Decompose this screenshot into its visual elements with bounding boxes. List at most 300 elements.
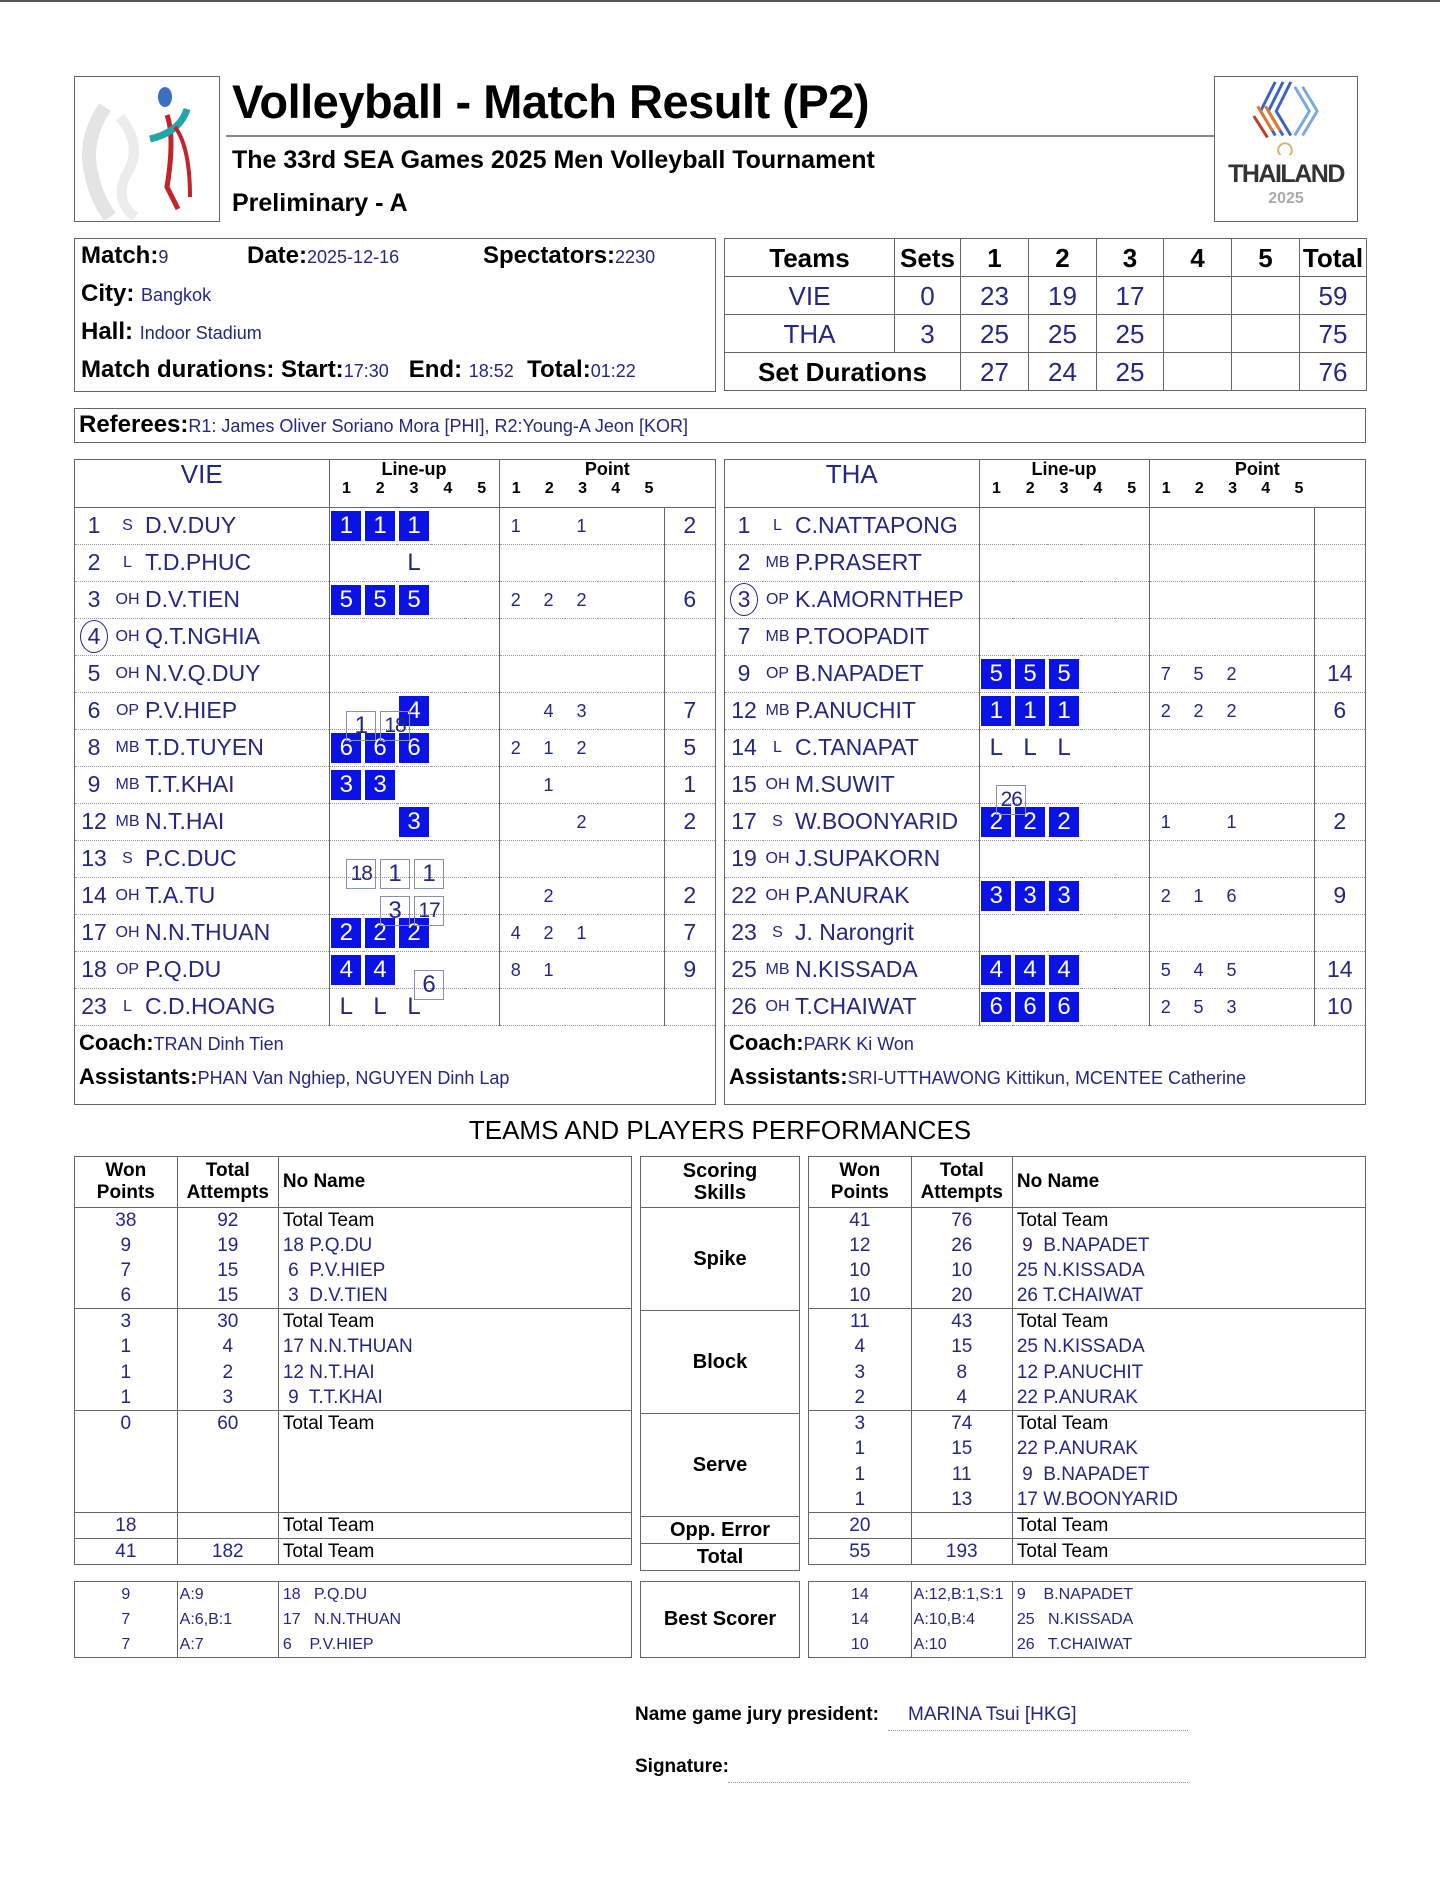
skill-total: Total (640, 1543, 800, 1571)
lineup-cell (329, 988, 363, 1025)
lineup-cell (1013, 692, 1047, 729)
set-points: 1 (1215, 803, 1248, 840)
lineup-position-filled: 5 (1049, 659, 1079, 689)
score-header: 2 (1029, 239, 1097, 277)
lineup-position-filled: 6 (399, 733, 429, 763)
score-header: 1 (961, 239, 1029, 277)
coach-name: TRAN Dinh Tien (153, 1033, 284, 1054)
set-points: 1 (565, 914, 598, 951)
set-points (598, 507, 631, 544)
lineup-cell (1047, 803, 1081, 840)
performance-table-vie (74, 1156, 632, 1565)
player-position: S (113, 507, 142, 544)
player-row (75, 507, 715, 544)
player-number-cell (75, 581, 113, 618)
lineup-cell (329, 840, 372, 885)
player-name: K.AMORNTHEP (792, 581, 979, 618)
player-name: P.ANURAK (792, 877, 979, 914)
coach (725, 1026, 1365, 1060)
player-total-points: 9 (1314, 877, 1365, 914)
won-points: 4 (854, 1336, 866, 1358)
player-name (278, 1487, 631, 1512)
score-cell: 59 (1300, 277, 1367, 315)
performance-table-tha (808, 1156, 1366, 1565)
set-points: 4 (532, 692, 565, 729)
assistants-names: PHAN Van Nghiep, NGUYEN Dinh Lap (197, 1067, 510, 1088)
performance-row (75, 1385, 631, 1411)
score-cell: 3 (895, 315, 961, 353)
lineup-position-filled: 1 (981, 696, 1011, 726)
lineup-cell (329, 692, 368, 739)
lineup-position-filled: 5 (365, 585, 395, 615)
team-name: THA (725, 315, 895, 353)
player-number: 12 (731, 697, 757, 723)
lineup-cell (397, 803, 431, 840)
lineup-cell (979, 840, 1013, 877)
performance-row (809, 1309, 1365, 1335)
set-points: 2 (1149, 692, 1182, 729)
player-name: Total Team (1012, 1207, 1365, 1233)
player-position: S (113, 840, 142, 877)
player-name: 12 P.ANUCHIT (1012, 1360, 1365, 1385)
end-time: 18:52 (468, 361, 514, 381)
total-attempts: 15 (177, 1283, 278, 1309)
player-name: 17 N.N.THUAN (278, 1334, 631, 1359)
performance-row (75, 1538, 631, 1564)
set-points (1149, 581, 1182, 618)
performance-row (75, 1360, 631, 1385)
set-points (565, 951, 598, 988)
jury-line (888, 1730, 1188, 1731)
lineup-position-plain: L (407, 992, 421, 1020)
set-points (1182, 544, 1215, 581)
lineup-position-filled: 6 (1049, 992, 1079, 1022)
player-row (75, 692, 715, 729)
player-number-cell (725, 988, 763, 1025)
lineup-cell (329, 618, 363, 655)
set-points: 1 (532, 766, 565, 803)
set-points (499, 544, 532, 581)
won-points: 7 (120, 1260, 132, 1282)
set-points: 1 (532, 951, 565, 988)
total-attempts: 4 (177, 1334, 278, 1359)
set-points (1182, 766, 1215, 803)
performance-row (809, 1360, 1365, 1385)
lineup-position-plain: L (1023, 733, 1037, 761)
lineup-cell (979, 951, 1013, 988)
set-points (598, 692, 631, 729)
set-number: 5 (644, 479, 654, 497)
player-number: 8 (87, 734, 101, 760)
set-number: 4 (443, 479, 453, 497)
player-position: MB (113, 729, 142, 766)
set-number: 4 (1093, 479, 1103, 497)
set-number: 1 (341, 479, 351, 497)
set-duration: 76 (1300, 353, 1367, 391)
set-points (1149, 507, 1182, 544)
score-header-row (725, 239, 1367, 277)
set-points (1248, 951, 1281, 988)
score-header: 4 (1164, 239, 1232, 277)
player-name: D.V.TIEN (142, 581, 329, 618)
lineup-cell (465, 618, 499, 655)
set-points (532, 803, 565, 840)
point-label: Point (584, 460, 630, 479)
set-points (631, 692, 664, 729)
player-position: L (113, 988, 142, 1025)
lineup-cell (431, 655, 465, 692)
performance-row (75, 1283, 631, 1309)
player-number: 15 (731, 771, 757, 797)
lineup-cell (979, 766, 1022, 811)
player-name (278, 1436, 631, 1461)
score-cell: 19 (1029, 277, 1097, 315)
lineup-cell (363, 988, 397, 1025)
set-points (1281, 951, 1314, 988)
set-points (598, 729, 631, 766)
player-name: N.N.THUAN (142, 914, 329, 951)
player-number: 7 (737, 623, 751, 649)
player-total-points (1314, 729, 1365, 766)
lineup-cell (465, 914, 499, 951)
set-points (1248, 581, 1281, 618)
lineup-cell (1115, 914, 1149, 951)
player-total-points: 6 (664, 581, 715, 618)
score-cell: 25 (961, 315, 1029, 353)
lineup-cell (397, 655, 431, 692)
durations-label: Match durations: Start: (81, 356, 344, 383)
lineup-cell (1081, 988, 1115, 1025)
best-breakdown: A:10 (911, 1632, 1012, 1657)
scoring-skills-header: Scoring Skills (640, 1156, 800, 1208)
player-number: 25 (731, 956, 757, 982)
set-points (1149, 729, 1182, 766)
total-attempts (911, 1512, 1012, 1538)
player-name: 25 N.KISSADA (1012, 1258, 1365, 1283)
won-points-header: Won Points (75, 1157, 177, 1207)
set-number: 1 (991, 479, 1001, 497)
set-duration: 24 (1029, 353, 1097, 391)
lineup-cell (465, 840, 499, 877)
player-number-cell (75, 803, 113, 840)
player-name: C.D.HOANG (142, 988, 329, 1025)
lineup-cell (1047, 507, 1081, 544)
set-points (1182, 507, 1215, 544)
player-position: MB (763, 692, 792, 729)
lineup-cell (397, 581, 431, 618)
lineup-position-filled: 6 (365, 733, 395, 763)
lineup-position-filled: 5 (331, 585, 361, 615)
lineup-cell (1047, 544, 1081, 581)
lineup-cell (465, 877, 499, 914)
player-number: 17 (731, 808, 757, 834)
lineup-position-filled: 4 (981, 955, 1011, 985)
lineup-position-box: 3 (380, 896, 397, 915)
set-points (1281, 840, 1314, 877)
lineup-cell (397, 951, 436, 998)
performance-row (809, 1487, 1365, 1513)
best-breakdown: A:12,B:1,S:1 (911, 1582, 1012, 1607)
lineup-position-box: 1 (414, 859, 431, 878)
set-points: 1 (1149, 803, 1182, 840)
player-name: 22 P.ANURAK (1012, 1385, 1365, 1411)
lineup-cell (465, 581, 499, 618)
set-points (1215, 544, 1248, 581)
player-total-points (664, 988, 715, 1025)
lineup-cell (1081, 729, 1115, 766)
set-points (1281, 877, 1314, 914)
set-points (1281, 914, 1314, 951)
set-points (1182, 729, 1215, 766)
set-number: 2 (1025, 479, 1035, 497)
set-points (532, 840, 565, 877)
total-attempts: 4 (911, 1385, 1012, 1411)
match-info (74, 238, 716, 392)
set-points (499, 766, 532, 803)
lineup-cell (1013, 729, 1047, 766)
player-total-points: 2 (664, 877, 715, 914)
lineup-position-filled: 4 (399, 696, 429, 726)
set-number: 2 (1194, 479, 1204, 497)
player-number-cell (75, 988, 113, 1025)
player-position: OP (763, 581, 792, 618)
player-number-cell (725, 951, 763, 988)
lineup-cell (1013, 581, 1047, 618)
set-points: 2 (1215, 655, 1248, 692)
set-points (1182, 914, 1215, 951)
lineup-cell (1013, 507, 1047, 544)
won-points: 10 (849, 1260, 871, 1282)
referees (74, 408, 1366, 443)
total-attempts: 19 (177, 1233, 278, 1258)
player-row (75, 655, 715, 692)
lineup-cell (979, 988, 1013, 1025)
lineup-cell (1081, 618, 1115, 655)
score-header: Sets (895, 239, 961, 277)
lineup-cell (363, 544, 397, 581)
player-position: OH (113, 877, 142, 914)
set-durations-label: Set Durations (725, 353, 961, 391)
player-name: T.D.TUYEN (142, 729, 329, 766)
total-attempts (177, 1436, 278, 1461)
lineup-cell (979, 729, 1013, 766)
name-header: No Name (1012, 1157, 1365, 1207)
player-number-cell (75, 766, 113, 803)
lineup-position-plain: L (1057, 733, 1071, 761)
set-points: 1 (532, 729, 565, 766)
lineup-position-box: 1 (346, 711, 363, 730)
player-name: P.Q.DU (142, 951, 329, 988)
set-points (1248, 766, 1281, 803)
lineup-position-filled: 2 (365, 918, 395, 948)
set-number: 2 (375, 479, 385, 497)
lineup-position-filled: 1 (1015, 696, 1045, 726)
jury-president-name: MARINA Tsui [HKG] (908, 1704, 1077, 1725)
set-points: 2 (565, 729, 598, 766)
player-row (725, 766, 1365, 803)
set-points (598, 655, 631, 692)
lineup-cell (1115, 840, 1149, 877)
player-name: P.V.HIEP (142, 692, 329, 729)
hall-label: Hall: (81, 318, 134, 345)
lineup-cell (1115, 803, 1149, 840)
player-name: 18 P.Q.DU (278, 1233, 631, 1258)
best-player: 18 P.Q.DU (278, 1582, 631, 1607)
set-points (565, 988, 598, 1025)
total-attempts: 11 (911, 1461, 1012, 1486)
lineup-position-plain: L (373, 992, 387, 1020)
won-points: 9 (120, 1234, 132, 1256)
lineup-cell (1081, 581, 1115, 618)
player-total-points (1314, 618, 1365, 655)
set-points (499, 692, 532, 729)
captain-number: 3 (730, 583, 758, 616)
lineup-cell (329, 951, 363, 988)
player-name: C.TANAPAT (792, 729, 979, 766)
best-player: 6 P.V.HIEP (278, 1632, 631, 1657)
lineup-cell (1013, 877, 1047, 914)
player-number: 23 (731, 919, 757, 945)
best-points: 7 (121, 1636, 131, 1653)
total-attempts (177, 1512, 278, 1538)
best-scorer-row (75, 1582, 631, 1607)
won-points: 18 (75, 1512, 177, 1538)
set-number: 3 (578, 479, 587, 497)
player-row (75, 544, 715, 581)
performances-title: TEAMS AND PLAYERS PERFORMANCES (468, 1115, 972, 1145)
signature-label: Signature: (635, 1756, 729, 1777)
set-points (1281, 581, 1314, 618)
performance-row (75, 1487, 631, 1512)
lineup-cell (431, 507, 465, 544)
player-name: Total Team (1012, 1512, 1365, 1538)
player-name: J.SUPAKORN (792, 840, 979, 877)
lineup-cell (1081, 803, 1115, 840)
signature-line (728, 1782, 1188, 1783)
set-points (499, 618, 532, 655)
total-attempts: 15 (177, 1258, 278, 1283)
lineup-cell (431, 581, 465, 618)
team-code: VIE (75, 460, 329, 507)
player-row (75, 581, 715, 618)
player-number-cell (725, 544, 763, 581)
player-name: T.CHAIWAT (792, 988, 979, 1025)
performance-row (809, 1411, 1365, 1437)
player-name: 17 W.BOONYARID (1012, 1487, 1365, 1513)
set-points (1281, 988, 1314, 1025)
lineup-cell (1081, 951, 1115, 988)
set-number: 2 (544, 479, 554, 497)
player-name: C.NATTAPONG (792, 507, 979, 544)
set-points (631, 581, 664, 618)
lineup-cell (1115, 692, 1149, 729)
lineup-cell (397, 766, 431, 803)
player-name: N.V.Q.DUY (142, 655, 329, 692)
set-points (1248, 544, 1281, 581)
set-points (1248, 729, 1281, 766)
set-points (1248, 618, 1281, 655)
player-total-points (664, 840, 715, 877)
player-name: 9 T.T.KHAI (278, 1385, 631, 1411)
player-total-points (1314, 840, 1365, 877)
player-number-cell (75, 729, 113, 766)
player-name: 26 T.CHAIWAT (1012, 1283, 1365, 1309)
lineup-cell (329, 914, 363, 951)
player-position: OH (113, 618, 142, 655)
set-points (631, 914, 664, 951)
lineup-position-filled: 3 (1015, 881, 1045, 911)
player-number-cell (75, 914, 113, 951)
set-points (1248, 803, 1281, 840)
set-points: 1 (1182, 877, 1215, 914)
lineup-cell (1115, 507, 1149, 544)
set-points: 2 (532, 581, 565, 618)
best-breakdown: A:10,B:4 (911, 1607, 1012, 1632)
assistants (725, 1060, 1365, 1094)
lineup-cell (979, 544, 1013, 581)
lineup-cell (1115, 581, 1149, 618)
match-date: 2025-12-16 (307, 247, 400, 267)
set-number: 3 (1059, 479, 1069, 497)
player-name: P.PRASERT (792, 544, 979, 581)
player-total-points (664, 655, 715, 692)
won-points: 1 (120, 1361, 132, 1383)
lineup-cell (1013, 914, 1047, 951)
best-scorer-tha (808, 1581, 1366, 1658)
performance-row (809, 1283, 1365, 1309)
performance-row (75, 1411, 631, 1437)
set-points (1149, 914, 1182, 951)
player-number-cell (725, 914, 763, 951)
player-position: OH (763, 988, 792, 1025)
total-attempts (177, 1487, 278, 1512)
performance-row (809, 1334, 1365, 1359)
score-row (725, 315, 1367, 353)
score-cell (1164, 315, 1232, 353)
set-points: 2 (1149, 988, 1182, 1025)
lineup-position-plain: L (989, 733, 1003, 761)
page-title: Volleyball - Match Result (P2) (232, 75, 870, 128)
set-points (1281, 729, 1314, 766)
player-name: P.C.DUC (142, 840, 329, 877)
lineup-cell (1081, 507, 1115, 544)
lineup-cell (329, 581, 363, 618)
player-total-points (1314, 914, 1365, 951)
won-points (75, 1461, 177, 1486)
player-total-points: 7 (664, 692, 715, 729)
set-points (1149, 766, 1182, 803)
won-points-header: Won Points (809, 1157, 911, 1207)
won-points: 38 (75, 1207, 177, 1233)
set-points (1215, 581, 1248, 618)
best-points: 10 (850, 1636, 869, 1653)
set-number: 4 (611, 479, 621, 497)
score-header: Total (1300, 239, 1367, 277)
best-points: 9 (121, 1586, 131, 1603)
coach (75, 1026, 715, 1060)
lineup-cell (465, 766, 499, 803)
set-points: 2 (1215, 692, 1248, 729)
set-points (532, 988, 565, 1025)
player-number: 1 (737, 512, 751, 538)
best-breakdown: A:9 (177, 1582, 278, 1607)
set-durations-row (725, 353, 1367, 391)
total-attempts (177, 1461, 278, 1486)
lineup-cell (1047, 581, 1081, 618)
lineup-position-filled: 6 (1015, 992, 1045, 1022)
title-divider (226, 135, 1214, 137)
performance-row (75, 1436, 631, 1461)
